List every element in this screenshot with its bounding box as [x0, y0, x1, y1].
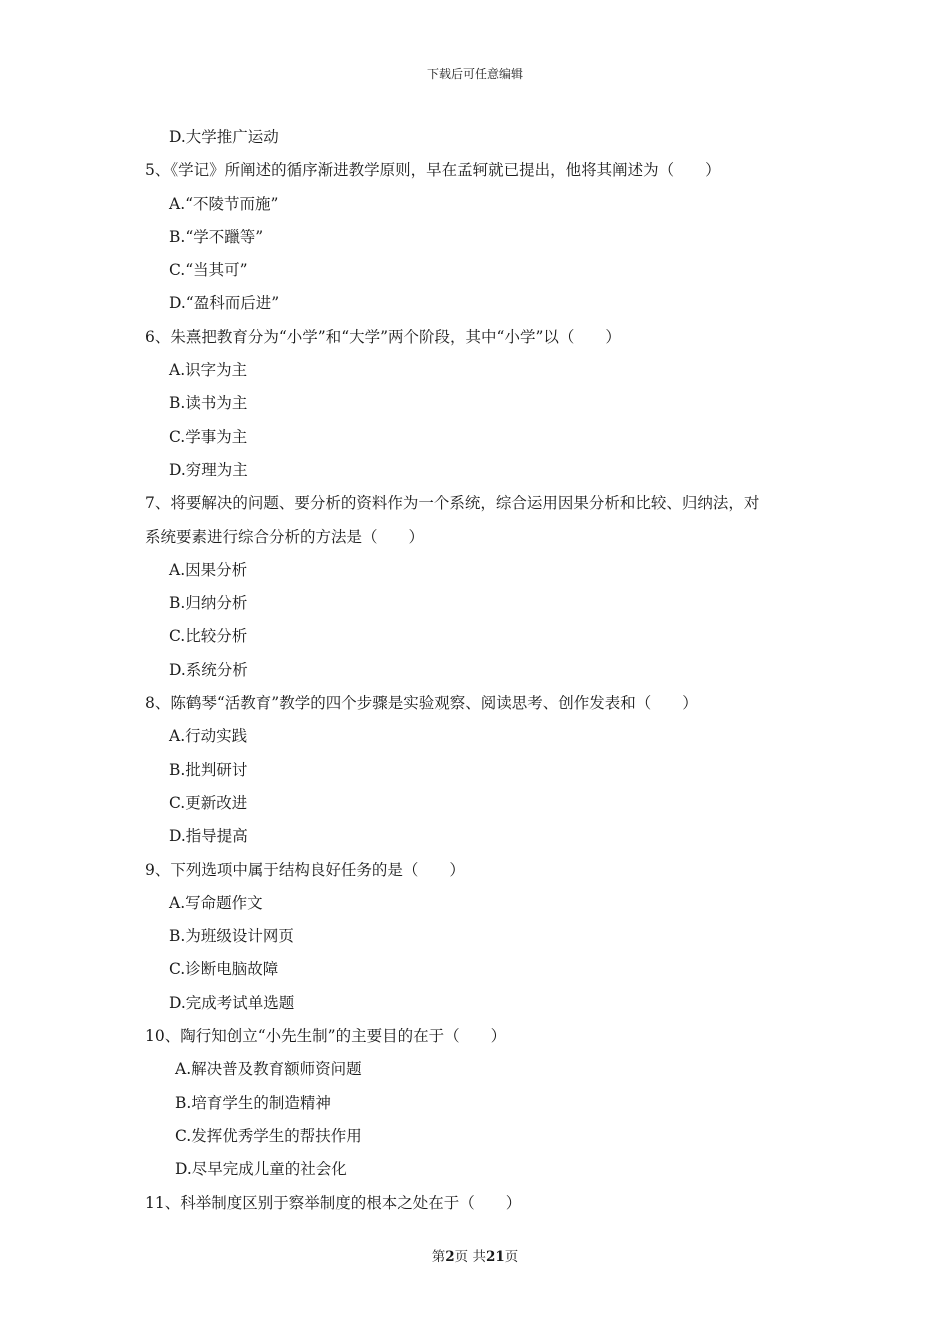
option-line: A.写命题作文 — [169, 893, 263, 912]
option-line: D.尽早完成儿童的社会化 — [175, 1160, 347, 1179]
option-line: A.解决普及教育额师资问题 — [175, 1060, 362, 1079]
footer-prefix: 第 — [431, 1249, 446, 1265]
option-line: A.识字为主 — [169, 361, 248, 380]
option-line: A.“不陵节而施” — [169, 194, 279, 213]
option-line: D.大学推广运动 — [169, 128, 279, 146]
option-line: A.行动实践 — [169, 727, 248, 746]
question-stem: 9、下列选项中属于结构良好任务的是（ ） — [145, 860, 465, 879]
question-content — [145, 124, 825, 1223]
option-line: D.系统分析 — [169, 660, 248, 679]
option-line: B.归纳分析 — [169, 594, 248, 613]
option-line: C.发挥优秀学生的帮扶作用 — [175, 1126, 362, 1145]
option-line: B.读书为主 — [169, 394, 248, 413]
question-stem: 7、将要解决的问题、要分析的资料作为一个系统，综合运用因果分析和比较、归纳法，对 — [145, 494, 760, 513]
footer-suffix: 页 — [504, 1249, 519, 1265]
current-page-number: 2 — [445, 1249, 455, 1265]
option-line: C.比较分析 — [169, 627, 248, 646]
option-line: D.指导提高 — [169, 827, 248, 846]
option-line: A.因果分析 — [169, 560, 248, 579]
option-line: C.学事为主 — [169, 427, 248, 446]
question-stem: 5、《学记》所阐述的循序渐进教学原则，早在孟轲就已提出，他将其阐述为（ ） — [145, 161, 721, 180]
total-page-count: 21 — [485, 1249, 505, 1265]
page-header: 下载后可任意编辑 — [426, 67, 523, 81]
question-stem: 8、陈鹤琴“活教育”教学的四个步骤是实验观察、阅读思考、创作发表和（ ） — [145, 694, 698, 713]
option-line: B.为班级设计网页 — [169, 927, 294, 946]
page-footer — [0, 1248, 950, 1266]
option-line: D.完成考试单选题 — [169, 993, 295, 1012]
question-stem: 10、陶行知创立“小先生制”的主要目的在于（ ） — [145, 1027, 507, 1046]
footer-middle: 页 共 — [454, 1249, 486, 1265]
question-stem: 11、科举制度区别于察举制度的根本之处在于（ ） — [145, 1193, 522, 1212]
option-line: C.更新改进 — [169, 793, 248, 812]
question-stem-continued: 系统要素进行综合分析的方法是（ ） — [145, 527, 425, 546]
option-line: C.诊断电脑故障 — [169, 960, 279, 979]
option-line: B.“学不躐等” — [169, 227, 264, 246]
option-line: D.“盈科而后进” — [169, 294, 280, 313]
option-line: B.批判研讨 — [169, 760, 248, 779]
question-stem: 6、朱熹把教育分为“小学”和“大学”两个阶段，其中“小学”以（ ） — [145, 327, 621, 346]
option-line: C.“当其可” — [169, 261, 248, 280]
option-line: D.穷理为主 — [169, 460, 248, 479]
option-line: B.培育学生的制造精神 — [175, 1093, 331, 1112]
